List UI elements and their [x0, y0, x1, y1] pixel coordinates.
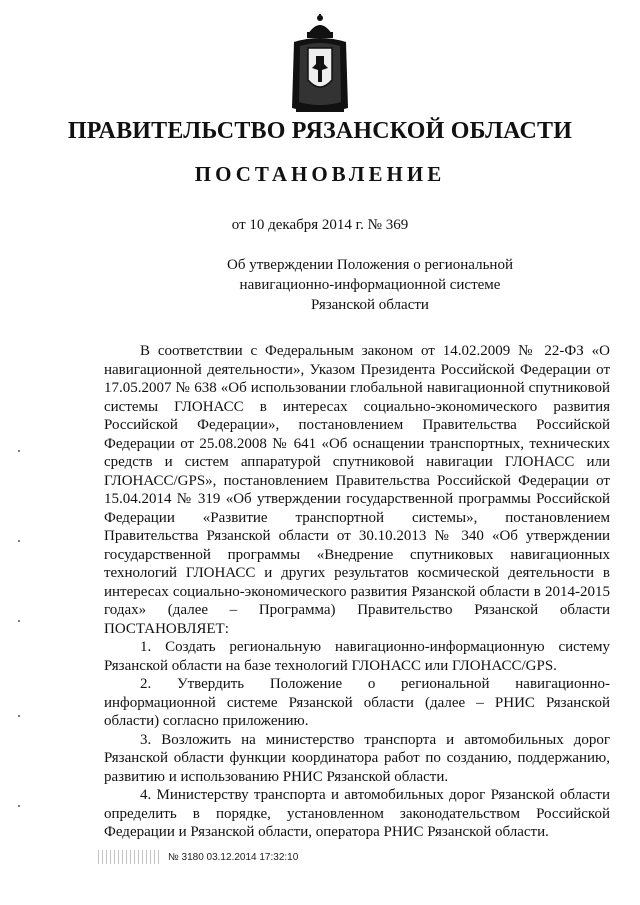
- document-date-number: от 10 декабря 2014 г. № 369: [231, 217, 409, 233]
- registration-stamp: [98, 848, 398, 870]
- preamble-paragraph: В соответствии с Федеральным законом от 14.02.2009 № 22-ФЗ «О навигационной деятельности», Указом Президента Российской Федерации от 17.05.2007 № 638 «Об использовании глобальной навигационной спутниковой системы ГЛОНАСС в интересах социально-экономического развития Российской Федерации», постановлением Правительства Российской Федерации от 25.08.2008 № 641 «Об оснащении транспортных, технических средств и систем аппаратурой спутниковой навигации ГЛОНАСС или ГЛОНАСС/GPS», постановлением Правительства Российской Федерации от 15.04.2014 № 319 «Об утверждении государственной программы Российской Федерации «Развитие транспортной системы», постановлением Правительства Рязанской области от 30.10.2013 № 340 «Об утверждении государственной программы «Внедрение спутниковых навигационных технологий ГЛОНАСС и других результатов космической деятельности в интересах социально-экономического развития Рязанской области в 2014-2015 годах» (далее – Программа) Правительство Рязанской области ПОСТАНОВЛЯЕТ:: [104, 343, 610, 637]
- clause-paragraph: 4. Министерству транспорта и автомобильных дорог Рязанской области определить в порядке, установленном законодательством Российской Федерации и Рязанской области, оператора РНИС Рязанской области.: [104, 787, 610, 840]
- subject-line: Рязанской области: [311, 297, 429, 313]
- subject-line: Об утверждении Положения о региональной: [227, 257, 513, 273]
- scan-margin-dots: [18, 450, 22, 810]
- registration-number: № 3180 03.12.2014 17:32:10: [168, 852, 299, 863]
- subject-line: навигационно-информационной системе: [239, 277, 501, 293]
- clause-paragraph: 3. Возложить на министерство транспорта и автомобильных дорог Рязанской области функции координатора работ по созданию, поддержанию, развитию и использованию РНИС Рязанской области.: [104, 731, 610, 785]
- clause-paragraph: 2. Утвердить Положение о региональной навигационно-информационной системе Рязанской области (далее – РНИС Рязанской области) согласно приложению.: [104, 676, 610, 729]
- document-subject: [150, 255, 590, 315]
- document-type-heading: ПОСТАНОВЛЕНИЕ: [194, 162, 446, 186]
- organization-title: ПРАВИТЕЛЬСТВО РЯЗАНСКОЙ ОБЛАСТИ: [67, 118, 573, 144]
- coat-of-arms-emblem: [288, 12, 352, 118]
- clause-paragraph: 1. Создать региональную навигационно-информационную систему Рязанской области на базе технологий ГЛОНАСС или ГЛОНАСС/GPS.: [104, 639, 610, 674]
- document-body: [104, 342, 610, 842]
- stamp-marks: [98, 850, 160, 864]
